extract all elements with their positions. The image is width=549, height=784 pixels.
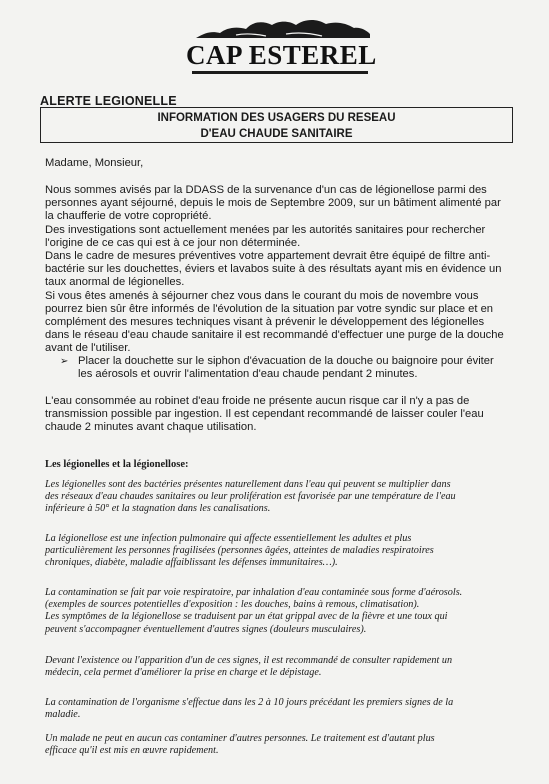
alert-title: ALERTE LEGIONELLE (40, 94, 177, 108)
text-line: inférieure à 50° et la stagnation dans les canalisations. (45, 503, 271, 515)
info-paragraph-3 (45, 587, 525, 636)
paragraph-cold-water (45, 395, 523, 435)
text-line: personnes ayant séjourné, depuis le mois de Septembre 2009, sur un bâtiment alimenté par (45, 197, 501, 210)
text-line: complément des mesures techniques visant à prévenir le développement des légionelles (45, 316, 485, 329)
info-title-line-2: D'EAU CHAUDE SANITAIRE (200, 128, 353, 140)
text-line: Les symptômes de la légionellose se traduisent par un état grippal avec de la fièvre et une toux qui (45, 611, 448, 623)
text-line: La contamination se fait par voie respiratoire, par inhalation d'eau contaminée sous forme d'aérosols. (45, 587, 463, 598)
text-line: (exemples de sources potentielles d'exposition : les douches, bains à remous, climatisation). (45, 599, 420, 611)
salutation: Madame, Monsieur, (45, 157, 144, 169)
text-line: les aérosols et ouvrir l'alimentation d'eau chaude pendant 2 minutes. (78, 368, 418, 381)
text-line: des réseaux d'eau chaudes sanitaires ou leur prolifération est favorisée par une température de l'eau (45, 491, 456, 503)
text-line: transmission possible par ingestion. Il est cependant recommandé de laisser couler l'eau (45, 408, 484, 421)
arrow-bullet-icon: ➢ (60, 356, 69, 367)
text-line: dans le réseau d'eau chaude sanitaire il est recommandé d'effectuer une purge de la douche (45, 329, 504, 342)
text-line: peuvent s'accompagner éventuellement d'autres signes (douleurs musculaires). (45, 623, 367, 635)
info-title-line-1: INFORMATION DES USAGERS DU RESEAU (157, 112, 396, 124)
info-paragraph-6 (45, 733, 525, 757)
text-line: Un malade ne peut en aucun cas contaminer d'autres personnes. Le traitement est d'autant plus (45, 733, 435, 744)
text-line: particulièrement les personnes fragilisées (personnes âgées, atteintes de maladies respiratoires (45, 545, 434, 557)
text-line: pourrez bien sûr être informés de l'évolution de la situation par votre syndic sur place et en (45, 302, 494, 315)
text-line: maladie. (45, 709, 81, 721)
text-line: L'eau consommée au robinet d'eau froide ne présente aucun risque car il n'y a pas de (45, 395, 470, 407)
text-line: chaude 2 minutes avant chaque utilisation. (45, 421, 257, 434)
cap-esterel-logo (186, 14, 376, 80)
paragraph-main (45, 184, 523, 356)
info-paragraph-2 (45, 533, 525, 570)
text-line: avant de l'utiliser. (45, 342, 131, 355)
text-line: Nous sommes avisés par la DDASS de la survenance d'un cas de légionellose parmi des (45, 184, 487, 196)
text-line: chroniques, diabète, maladie affaiblissant les défenses immunitaires…). (45, 557, 338, 569)
text-line: Des investigations sont actuellement menées par les autorités sanitaires pour rechercher (45, 223, 486, 236)
text-line: bactérie sur les douchettes, éviers et lavabos suite à des résultats ayant mis en évidence un (45, 263, 502, 276)
text-line: taux anormal de légionelles. (45, 276, 185, 289)
logo-text: CAP ESTEREL (186, 40, 377, 70)
bullet-item (62, 355, 522, 381)
text-line: médecin, cela permet d'améliorer la prise en charge et le dépistage. (45, 667, 322, 679)
text-line: La contamination de l'organisme s'effectue dans les 2 à 10 jours précédant les premiers signes de la (45, 697, 454, 708)
text-line: Devant l'existence ou l'apparition d'un de ces signes, il est recommandé de consulter rapidement un (45, 655, 453, 666)
section-heading: Les légionelles et la légionellose: (45, 459, 189, 470)
text-line: l'origine de ce cas qui est à ce jour non déterminée. (45, 236, 301, 249)
info-paragraph-5 (45, 697, 525, 721)
text-line: La légionellose est une infection pulmonaire qui affecte essentiellement les adultes et plus (45, 533, 412, 544)
text-line: la chaufferie de votre copropriété. (45, 210, 212, 223)
info-title-box (40, 107, 513, 143)
text-line: Les légionelles sont des bactéries présentes naturellement dans l'eau qui peuvent se multiplier dans (45, 479, 451, 490)
info-paragraph-1 (45, 479, 525, 516)
text-line: Placer la douchette sur le siphon d'évacuation de la douche ou baignoire pour éviter (78, 355, 494, 367)
text-line: Dans le cadre de mesures préventives votre appartement devrait être équipé de filtre anti- (45, 250, 491, 263)
info-paragraph-4 (45, 655, 525, 679)
text-line: Si vous êtes amenés à séjourner chez vous dans le courant du mois de novembre vous (45, 289, 479, 302)
text-line: efficace qu'il est mis en œuvre rapidement. (45, 745, 219, 757)
